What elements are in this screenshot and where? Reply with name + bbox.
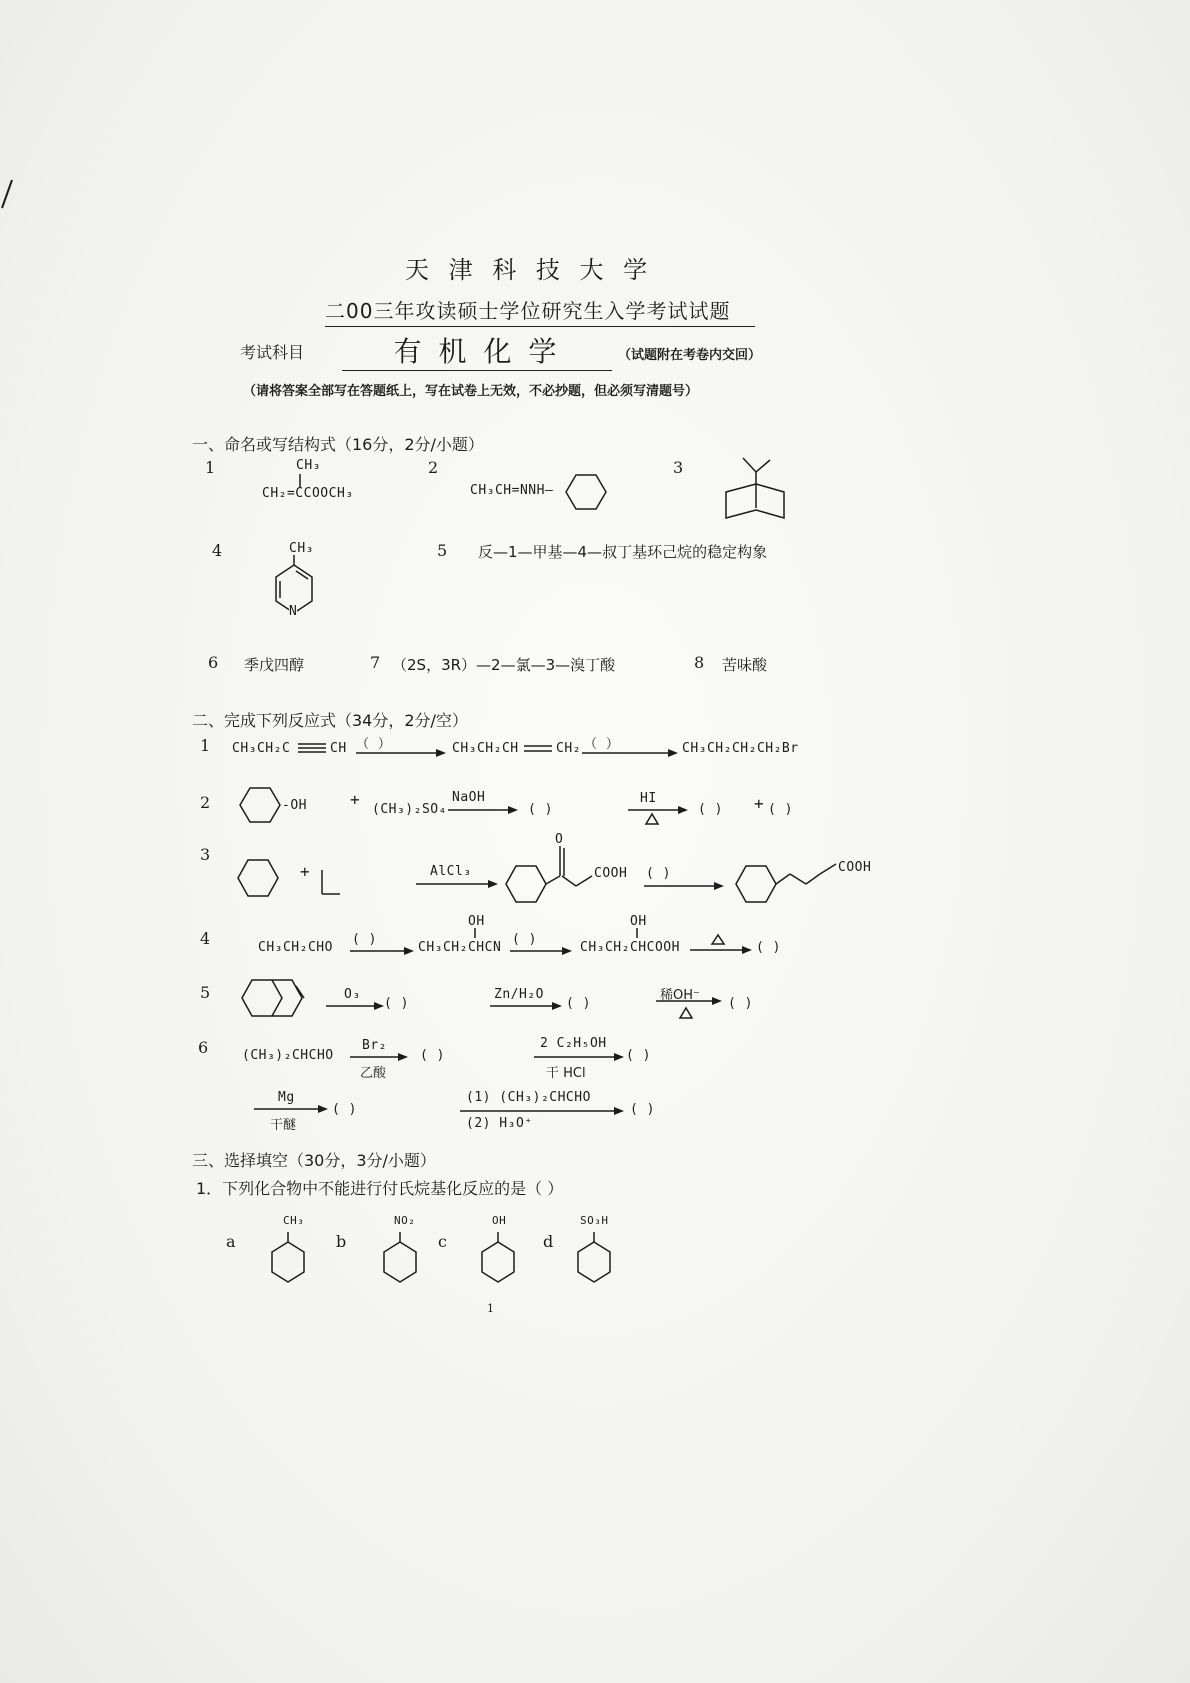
option-d-group: SO₃H: [580, 1214, 609, 1227]
r3-arrow1: [416, 879, 498, 889]
r5-arrow1: [326, 1001, 384, 1011]
q3-bicyclic-structure: [718, 450, 808, 530]
r1-blank1: （ ）: [356, 737, 392, 752]
q2-formula: CH₃CH=NNH—: [470, 483, 554, 498]
r5-blank1: ( ): [384, 996, 409, 1011]
r4-oh1: OH: [468, 914, 485, 929]
r5-arrow3: [656, 996, 722, 1026]
instruction: （请将答案全部写在答题纸上，写在试卷上无效，不必抄题，但必须写清题号）: [243, 384, 699, 399]
q6-number: 6: [208, 653, 219, 672]
r7-blank1: ( ): [332, 1102, 357, 1117]
r2-phenyl-icon: [232, 785, 282, 825]
r6-blank1: ( ): [420, 1048, 445, 1063]
scan-mark: [0, 170, 20, 230]
r1-product: CH₃CH₂CH₂CH₂Br: [682, 741, 799, 756]
r4-blank1: ( ): [352, 932, 377, 947]
r4-blank3: ( ): [756, 940, 781, 955]
r5-blank2: ( ): [566, 996, 591, 1011]
r6-number: 6: [198, 1038, 209, 1057]
r5-dihydronaphthalene-structure: [238, 976, 328, 1022]
r6-blank2: ( ): [626, 1048, 651, 1063]
r1-mid-end: CH₂: [556, 741, 581, 756]
r3-cooh2: COOH: [838, 860, 872, 875]
r7-cond1: Mg: [278, 1090, 295, 1105]
r1-start-end: CH: [330, 741, 347, 756]
section3-title: 三、选择填空（30分，3分/小题）: [192, 1151, 436, 1170]
r3-arrow2: [644, 881, 724, 891]
r4-arrow2: [510, 946, 572, 956]
r7-cond2: (1) (CH₃)₂CHCHO: [466, 1090, 591, 1105]
q2-phenyl-icon: [556, 472, 606, 512]
university-name: 天 津 科 技 大 学: [405, 256, 654, 284]
section3-q1: 1．下列化合物中不能进行付氏烷基化反应的是（ ）: [196, 1179, 564, 1198]
r2-arrow2: [628, 798, 688, 828]
option-c-ring: [478, 1232, 518, 1286]
subject-name: 有 机 化 学: [342, 330, 612, 371]
r6-arrow2: [534, 1052, 624, 1062]
r5-number: 5: [200, 983, 211, 1002]
r2-cond2: HI: [640, 791, 657, 806]
section2-title: 二、完成下列反应式（34分，2分/空）: [192, 711, 468, 730]
q5-text: 反—1—甲基—4—叔丁基环己烷的稳定构象: [478, 543, 768, 561]
r6-cond2: 2 C₂H₅OH: [540, 1036, 607, 1051]
r5-cond2: Zn/H₂O: [494, 987, 544, 1002]
q8-text: 苦味酸: [722, 656, 768, 674]
r7-cond2b: (2) H₃O⁺: [466, 1116, 533, 1131]
r6-start: (CH₃)₂CHCHO: [242, 1048, 334, 1063]
q1-ch3: CH₃: [296, 458, 321, 473]
r7-blank2: ( ): [630, 1102, 655, 1117]
r2-cond: NaOH: [452, 790, 486, 805]
r2-blank2: ( ): [698, 802, 723, 817]
r2-number: 2: [200, 793, 211, 812]
q4-pyridine-ring: [272, 555, 322, 635]
r2-plus: +: [350, 790, 361, 809]
r1-double-bond: [524, 743, 554, 753]
option-d-letter: d: [543, 1232, 554, 1251]
r1-arrow1: [356, 748, 446, 758]
r4-number: 4: [200, 929, 211, 948]
q4-number: 4: [212, 541, 223, 560]
q1-formula: CH₂=CCOOCH₃: [262, 486, 354, 501]
r2-arrow1: [448, 805, 518, 815]
q3-number: 3: [673, 458, 684, 477]
q4-ch3: CH₃: [289, 541, 314, 556]
r7-arrow2: [460, 1106, 624, 1116]
r3-keto-o: O: [555, 832, 564, 847]
q4-nitrogen: N: [289, 604, 298, 619]
r4-mid2: CH₃CH₂CHCOOH: [580, 940, 680, 955]
r5-blank3: ( ): [728, 996, 753, 1011]
r7-arrow1: [254, 1104, 328, 1114]
r2-oh: -OH: [282, 798, 307, 813]
r3-benzene-icon: [232, 856, 282, 900]
page-number: 1: [487, 1302, 494, 1315]
q7-number: 7: [370, 653, 381, 672]
r4-bond1: [474, 928, 478, 940]
option-a-group: CH₃: [283, 1214, 305, 1227]
q7-text: （2S，3R）—2—氯—3—溴丁酸: [392, 656, 616, 674]
r2-reagent: (CH₃)₂SO₄: [372, 802, 447, 817]
r3-number: 3: [200, 845, 211, 864]
r2-plus2: +: [754, 794, 765, 813]
subject-note: （试题附在考卷内交回）: [618, 348, 762, 363]
r4-bond2: [636, 928, 640, 940]
r6-arrow1: [350, 1052, 408, 1062]
option-c-group: OH: [492, 1214, 507, 1227]
section1-title: 一、命名或写结构式（16分，2分/小题）: [192, 435, 484, 454]
r5-cond3: 稀OH⁻: [660, 988, 700, 1003]
q6-text: 季戊四醇: [244, 656, 305, 674]
r1-mid: CH₃CH₂CH: [452, 741, 519, 756]
r4-arrow1: [350, 946, 414, 956]
option-b-ring: [380, 1232, 420, 1286]
q8-number: 8: [694, 653, 705, 672]
r6-cond1b: 乙酸: [360, 1066, 387, 1081]
r2-blank1: ( ): [528, 802, 553, 817]
r3-phenylbutyric-acid-structure: [732, 846, 852, 916]
r3-plus: +: [300, 862, 311, 881]
exam-title: 二00三年攻读硕士学位研究生入学考试试题: [325, 295, 755, 327]
r1-arrow2: [582, 748, 678, 758]
r2-blank3: ( ): [768, 802, 793, 817]
r7-cond1b: 干醚: [270, 1118, 297, 1133]
r5-arrow2: [490, 1001, 562, 1011]
r3-blank1: ( ): [646, 866, 671, 881]
r1-start: CH₃CH₂C: [232, 741, 291, 756]
option-b-group: NO₂: [394, 1214, 416, 1227]
r4-blank2: ( ): [512, 932, 537, 947]
q2-number: 2: [428, 458, 439, 477]
r4-start: CH₃CH₂CHO: [258, 940, 333, 955]
option-b-letter: b: [336, 1232, 347, 1251]
option-a-ring: [268, 1232, 308, 1286]
r3-cond: AlCl₃: [430, 864, 472, 879]
r4-arrow3: [690, 934, 752, 960]
r5-cond1: O₃: [344, 987, 361, 1002]
option-d-ring: [574, 1232, 614, 1286]
r6-cond2b: 干 HCl: [546, 1066, 586, 1081]
r6-cond1: Br₂: [362, 1038, 387, 1053]
q5-number: 5: [437, 541, 448, 560]
r1-number: 1: [200, 736, 211, 755]
r3-succinic-anhydride: [320, 868, 344, 898]
r3-cooh1: COOH: [594, 866, 628, 881]
option-c-letter: c: [438, 1232, 447, 1251]
q1-number: 1: [205, 458, 216, 477]
r4-mid1: CH₃CH₂CHCN: [418, 940, 502, 955]
option-a-letter: a: [226, 1232, 236, 1251]
r1-triple-bond: [298, 742, 328, 754]
subject-label: 考试科目: [240, 343, 305, 362]
r4-oh2: OH: [630, 914, 647, 929]
r1-blank2: （ ）: [584, 737, 620, 752]
